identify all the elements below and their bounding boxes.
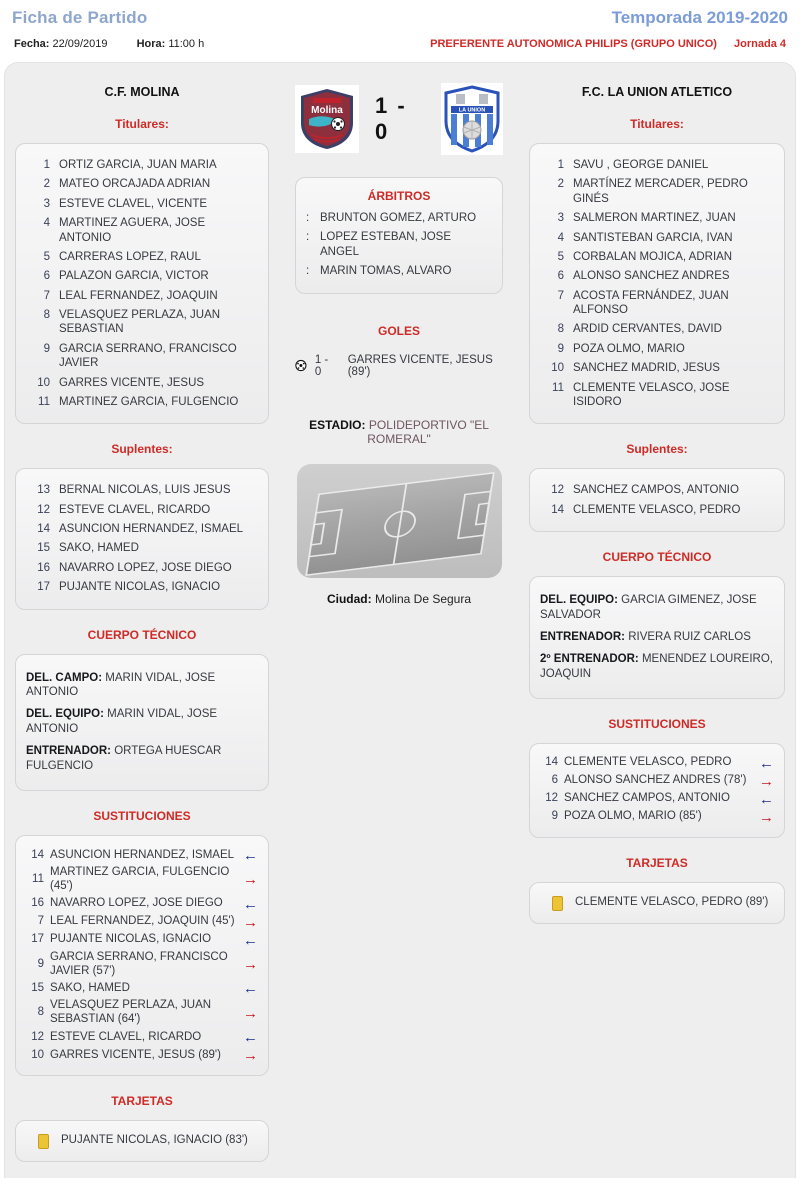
match-center-column	[295, 73, 503, 1162]
staff-row	[26, 671, 258, 701]
player-name: ESTEVE CLAVEL, RICARDO	[50, 1030, 202, 1043]
player-number: 14	[37, 523, 50, 535]
staff-role-label: ENTRENADOR:	[540, 630, 625, 643]
player-name: SANCHEZ CAMPOS, ANTONIO	[564, 792, 730, 805]
score-row	[295, 83, 503, 155]
player-name: CLEMENTE VELASCO, PEDRO	[564, 756, 732, 769]
player-number: 7	[43, 289, 50, 302]
competition-name: PREFERENTE AUTONOMICA PHILIPS (GRUPO UNICO)	[430, 38, 717, 50]
away-substitutions-heading: SUSTITUCIONES	[608, 716, 706, 731]
home-crest	[295, 85, 359, 153]
player-name: PUJANTE NICOLAS, IGNACIO (83')	[61, 1133, 248, 1146]
player-number: 6	[43, 270, 50, 283]
yellow-card-icon	[38, 1134, 49, 1149]
roster-row	[26, 197, 258, 211]
player-name: SANCHEZ MADRID, JESUS	[573, 362, 720, 375]
roster-row	[26, 308, 258, 337]
player-name: POZA OLMO, MARIO	[573, 342, 685, 355]
player-number: 16	[37, 561, 50, 574]
away-crest	[441, 83, 503, 155]
away-suplentes-heading: Suplentes:	[626, 442, 688, 457]
substitution-arrow-icon	[238, 1006, 258, 1021]
substitution-arrow-icon	[754, 810, 774, 825]
player-name: GARRES VICENTE, JESUS	[59, 376, 205, 389]
referee-prefix: :	[306, 231, 310, 244]
page-title: Ficha de Partido	[12, 8, 148, 27]
roster-row	[26, 269, 258, 283]
referees-list	[306, 211, 492, 279]
hora-label: Hora:	[136, 38, 166, 50]
player-name: MARTÍNEZ MERCADER, PEDRO GINÉS	[573, 178, 748, 205]
roster-row	[540, 158, 774, 172]
roster-row	[540, 250, 774, 264]
roster-row	[26, 561, 258, 575]
staff-person-name: ORTEGA HUESCAR FULGENCIO	[26, 745, 222, 773]
player-name: SAVU , GEORGE DANIEL	[573, 159, 709, 171]
player-name: POZA OLMO, MARIO (85')	[564, 810, 702, 823]
away-staff-heading: CUERPO TÉCNICO	[602, 550, 712, 564]
player-number: 11	[38, 395, 50, 408]
player-name: ORTIZ GARCIA, JUAN MARIA	[59, 159, 217, 171]
stadium-line	[295, 418, 503, 446]
cf-molina-crest-icon	[297, 87, 357, 151]
fecha-label: Fecha:	[14, 38, 50, 50]
player-name: ESTEVE CLAVEL, VICENTE	[59, 197, 208, 210]
player-number: 12	[551, 484, 564, 497]
player-number: 11	[32, 873, 44, 886]
roster-row	[26, 177, 258, 191]
roster-row	[26, 541, 258, 555]
player-name: SALMERON MARTINEZ, JUAN	[573, 212, 736, 225]
referee-row	[306, 264, 492, 278]
player-number: 4	[43, 217, 50, 230]
player-name: PALAZON GARCIA, VICTOR	[59, 270, 209, 283]
substitution-row	[26, 1048, 258, 1063]
staff-role-label: DEL. CAMPO:	[26, 671, 103, 684]
roster-row	[26, 158, 258, 172]
player-number: 12	[545, 792, 558, 805]
roster-row	[540, 503, 774, 517]
player-name: PUJANTE NICOLAS, IGNACIO	[59, 581, 221, 594]
player-number: 9	[551, 810, 558, 823]
roster-row	[540, 269, 774, 283]
away-cards-list	[529, 882, 785, 924]
staff-row	[26, 744, 258, 774]
match-sheet-panel	[4, 62, 796, 1178]
player-number: 8	[43, 309, 50, 321]
substitution-row	[26, 951, 258, 979]
player-number: 4	[557, 231, 564, 244]
player-number: 1	[43, 159, 50, 171]
player-number: 6	[557, 270, 564, 283]
player-name: GARCIA SERRANO, FRANCISCO JAVIER (57')	[50, 950, 228, 977]
player-number: 10	[551, 362, 564, 375]
player-number: 15	[31, 981, 44, 994]
staff-role-label: DEL. EQUIPO:	[540, 594, 618, 606]
player-number: 14	[31, 848, 44, 861]
roster-row	[540, 289, 774, 318]
staff-person-name: MENENDEZ LOUREIRO, JOAQUIN	[540, 652, 773, 680]
player-name: GARRES VICENTE, JESUS (89')	[50, 1048, 221, 1061]
player-name: CLEMENTE VELASCO, JOSE ISIDORO	[573, 381, 730, 408]
roster-row	[540, 342, 774, 356]
staff-person-name: RIVERA RUIZ CARLOS	[628, 630, 751, 643]
staff-row	[26, 707, 258, 737]
substitution-row	[540, 756, 774, 771]
goal-row	[295, 354, 503, 378]
player-name: SAKO, HAMED	[59, 542, 139, 555]
player-name: MARTINEZ AGUERA, JOSE ANTONIO	[59, 217, 206, 244]
player-name: CORBALAN MOJICA, ADRIAN	[573, 250, 733, 263]
city-label: Ciudad:	[326, 591, 372, 606]
staff-row	[540, 593, 774, 623]
player-number: 12	[37, 503, 50, 516]
fc-la-union-crest-icon	[443, 85, 501, 153]
substitution-row	[26, 999, 258, 1027]
roster-row	[540, 381, 774, 410]
home-team-name: C.F. MOLINA	[104, 85, 180, 99]
player-name: ESTEVE CLAVEL, RICARDO	[59, 503, 211, 516]
roster-row	[540, 231, 774, 245]
season-label: Temporada 2019-2020	[611, 8, 788, 27]
player-number: 7	[557, 289, 564, 302]
player-number: 8	[37, 1006, 44, 1019]
player-number: 8	[557, 323, 564, 336]
roster-row	[540, 177, 774, 206]
player-name: NAVARRO LOPEZ, JOSE DIEGO	[50, 897, 223, 910]
roster-row	[26, 395, 258, 409]
player-name: ASUNCION HERNANDEZ, ISMAEL	[59, 523, 244, 535]
roster-row	[26, 503, 258, 517]
away-titulares-heading: Titulares:	[630, 117, 684, 131]
referees-card	[295, 177, 503, 294]
card-row	[540, 895, 774, 911]
player-number: 14	[551, 503, 564, 516]
substitution-row	[26, 933, 258, 948]
home-suplentes-list	[15, 468, 269, 609]
home-titulares-list	[15, 143, 269, 424]
roster-row	[540, 483, 774, 497]
player-number: 6	[551, 774, 558, 787]
goal-score: 1 - 0	[314, 353, 329, 378]
roster-row	[26, 342, 258, 371]
substitution-arrow-icon	[754, 756, 774, 771]
card-row	[26, 1133, 258, 1149]
player-name: CLEMENTE VELASCO, PEDRO (89')	[575, 895, 769, 908]
player-number: 9	[43, 342, 50, 355]
substitution-row	[26, 981, 258, 996]
home-substitutions-list	[15, 835, 269, 1076]
stadium-name: POLIDEPORTIVO "EL ROMERAL"	[367, 417, 489, 446]
roster-row	[26, 376, 258, 390]
fecha-value: 22/09/2019	[52, 38, 108, 50]
player-name: VELASQUEZ PERLAZA, JUAN SEBASTIAN (64')	[50, 999, 212, 1026]
substitution-arrow-icon	[238, 1030, 258, 1045]
player-number: 16	[31, 897, 44, 910]
referee-row	[306, 230, 492, 259]
staff-row	[540, 652, 774, 682]
player-name: ACOSTA FERNÁNDEZ, JUAN ALFONSO	[573, 289, 729, 316]
competition-info	[430, 38, 786, 50]
roster-row	[26, 289, 258, 303]
player-name: GARCIA SERRANO, FRANCISCO JAVIER	[59, 342, 237, 370]
player-name: CARRERAS LOPEZ, RAUL	[59, 250, 201, 263]
roster-row	[26, 522, 258, 536]
referee-prefix: :	[306, 265, 310, 278]
home-cards-list	[15, 1120, 269, 1162]
yellow-card-icon	[552, 896, 563, 911]
away-cards-heading: TARJETAS	[626, 855, 688, 870]
staff-role-label: DEL. EQUIPO:	[26, 708, 104, 721]
player-number: 15	[37, 542, 50, 555]
jornada-label: Jornada 4	[734, 38, 786, 50]
substitution-arrow-icon	[238, 848, 258, 863]
substitution-arrow-icon	[238, 872, 258, 887]
soccer-field-icon	[297, 464, 502, 578]
player-name: CLEMENTE VELASCO, PEDRO	[573, 503, 741, 516]
staff-person-name: MARIN VIDAL, JOSE ANTONIO	[26, 671, 216, 699]
player-name: SANCHEZ CAMPOS, ANTONIO	[573, 484, 739, 497]
referees-heading: ÁRBITROS	[367, 189, 431, 203]
referee-name: LOPEZ ESTEBAN, JOSE ANGEL	[320, 231, 452, 258]
home-titulares-heading: Titulares:	[115, 117, 169, 131]
player-number: 9	[37, 957, 44, 970]
roster-row	[540, 322, 774, 336]
roster-row	[26, 216, 258, 245]
stadium-field-image	[297, 464, 502, 578]
substitution-row	[540, 792, 774, 807]
player-name: VELASQUEZ PERLAZA, JUAN SEBASTIAN	[59, 309, 221, 336]
roster-row	[26, 483, 258, 497]
substitution-arrow-icon	[238, 1048, 258, 1063]
player-name: ALONSO SANCHEZ ANDRES	[573, 270, 730, 283]
away-suplentes-list	[529, 468, 785, 532]
away-substitutions-list	[529, 743, 785, 838]
substitution-arrow-icon	[238, 957, 258, 972]
player-number: 3	[43, 197, 50, 210]
player-name: MATEO ORCAJADA ADRIAN	[59, 178, 211, 191]
home-team-column	[15, 73, 269, 1162]
page-header	[0, 0, 800, 56]
player-name: NAVARRO LOPEZ, JOSE DIEGO	[59, 561, 232, 574]
home-staff-heading: CUERPO TÉCNICO	[87, 627, 197, 642]
player-number: 5	[557, 250, 564, 263]
roster-row	[540, 361, 774, 375]
staff-person-name: MARIN VIDAL, JOSE ANTONIO	[26, 708, 218, 736]
player-number: 14	[545, 756, 558, 769]
player-name: SANTISTEBAN GARCIA, IVAN	[573, 231, 733, 244]
substitution-arrow-icon	[754, 792, 774, 807]
home-staff-list	[15, 654, 269, 792]
substitution-row	[540, 810, 774, 825]
substitution-arrow-icon	[238, 933, 258, 948]
substitution-row	[26, 915, 258, 930]
staff-role-label: ENTRENADOR:	[26, 745, 111, 758]
substitution-arrow-icon	[238, 981, 258, 996]
player-number: 17	[31, 933, 44, 946]
player-number: 1	[557, 159, 564, 171]
player-number: 5	[43, 250, 50, 263]
home-substitutions-heading: SUSTITUCIONES	[93, 809, 191, 824]
player-number: 13	[37, 484, 50, 497]
substitution-arrow-icon	[238, 897, 258, 912]
svg-text:Molina: Molina	[311, 105, 343, 116]
substitution-arrow-icon	[238, 915, 258, 930]
player-number: 17	[37, 581, 50, 594]
staff-row	[540, 630, 774, 645]
referee-name: BRUNTON GOMEZ, ARTURO	[320, 212, 477, 224]
player-name: ARDID CERVANTES, DAVID	[573, 323, 722, 336]
player-number: 10	[31, 1048, 44, 1061]
match-date-time	[14, 38, 204, 50]
stadium-label: ESTADIO:	[309, 417, 366, 432]
substitution-row	[26, 866, 258, 894]
player-number: 7	[37, 915, 44, 928]
player-name: BERNAL NICOLAS, LUIS JESUS	[59, 484, 231, 497]
player-name: PUJANTE NICOLAS, IGNACIO	[50, 933, 212, 946]
player-number: 9	[557, 342, 564, 355]
player-number: 2	[557, 178, 564, 191]
roster-row	[26, 250, 258, 264]
substitution-row	[26, 1030, 258, 1045]
player-name: ALONSO SANCHEZ ANDRES (78')	[564, 774, 747, 787]
away-team-column	[529, 73, 785, 1162]
away-staff-list	[529, 576, 785, 699]
goals-heading: GOLES	[377, 323, 420, 338]
player-name: ASUNCION HERNANDEZ, ISMAEL	[50, 848, 235, 861]
player-number: 11	[552, 381, 564, 394]
player-name: MARTINEZ GARCIA, FULGENCIO (45')	[50, 866, 230, 892]
player-name: SAKO, HAMED	[50, 981, 130, 994]
player-number: 2	[43, 178, 50, 191]
away-titulares-list	[529, 143, 785, 424]
city-line	[327, 592, 471, 606]
player-name: LEAL FERNANDEZ, JOAQUIN	[59, 289, 218, 302]
substitution-row	[26, 897, 258, 912]
staff-person-name: GARCIA GIMENEZ, JOSE SALVADOR	[540, 594, 757, 621]
svg-text:LA UNION: LA UNION	[458, 107, 486, 114]
player-name: LEAL FERNANDEZ, JOAQUIN (45')	[50, 915, 235, 928]
roster-row	[540, 211, 774, 225]
substitution-row	[540, 774, 774, 789]
soccer-ball-icon	[295, 359, 307, 372]
substitution-row	[26, 848, 258, 863]
roster-row	[26, 580, 258, 594]
away-team-name: F.C. LA UNION ATLETICO	[581, 85, 733, 99]
referee-prefix: :	[306, 212, 310, 224]
staff-role-label: 2º ENTRENADOR:	[540, 652, 639, 665]
goal-scorer: GARRES VICENTE, JESUS (89')	[347, 353, 493, 378]
player-number: 12	[31, 1030, 44, 1043]
referee-row	[306, 211, 492, 225]
home-suplentes-heading: Suplentes:	[111, 442, 173, 457]
substitution-arrow-icon	[754, 774, 774, 789]
player-number: 10	[37, 376, 50, 389]
referee-name: MARIN TOMAS, ALVARO	[320, 265, 452, 278]
player-number: 3	[557, 212, 564, 225]
match-score: 1 - 0	[375, 93, 407, 144]
hora-value: 11:00 h	[168, 38, 205, 50]
city-value: Molina De Segura	[374, 591, 472, 606]
player-name: MARTINEZ GARCIA, FULGENCIO	[59, 395, 239, 408]
home-cards-heading: TARJETAS	[111, 1093, 173, 1108]
goals-list	[295, 350, 503, 378]
